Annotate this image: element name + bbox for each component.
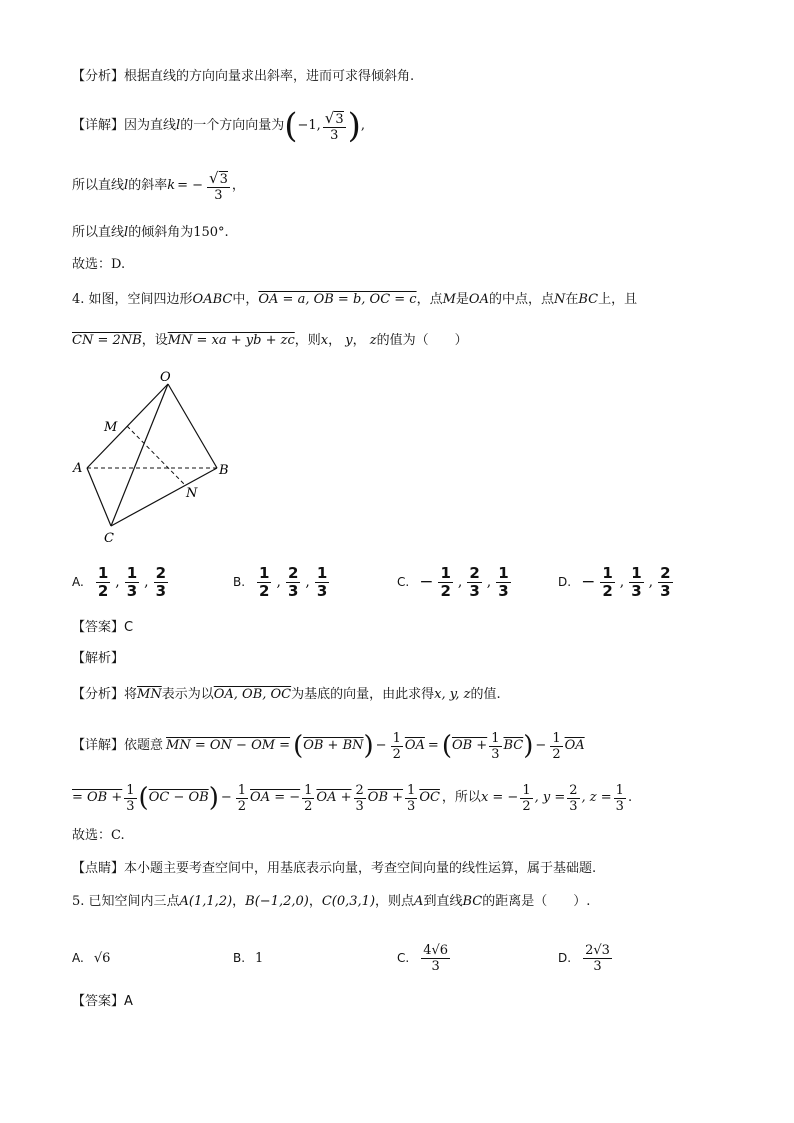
numerator: 1 xyxy=(491,730,500,746)
numerator: 2 xyxy=(469,563,480,582)
numerator: 2 xyxy=(287,563,299,582)
choice-label: A. xyxy=(72,951,84,965)
quad-name: OABC xyxy=(192,292,233,307)
angle-value: 150° xyxy=(193,225,225,240)
label-C: C xyxy=(104,531,114,544)
select-q4: 故选：C. xyxy=(72,828,125,843)
vector-OA: OA + xyxy=(316,790,352,805)
denominator: 2 xyxy=(440,581,451,600)
fraction xyxy=(467,563,481,600)
section-tag: 【解析】 xyxy=(72,651,125,666)
denominator: 2 xyxy=(522,798,531,814)
section-tag: 【答案】 xyxy=(72,620,125,635)
var-y: y xyxy=(345,333,353,348)
vector-MN: $\overline{MN}$ xyxy=(137,687,162,702)
detail-q4-line2 xyxy=(72,776,632,820)
fraction xyxy=(302,784,314,813)
numerator: 1 xyxy=(316,563,328,582)
answer-q5 xyxy=(72,993,133,1011)
paren: ) xyxy=(208,783,219,813)
z-expr: , z = xyxy=(581,790,612,805)
choice-label: D. xyxy=(558,575,572,589)
text: 的斜率 xyxy=(128,178,168,193)
denominator: 2 xyxy=(392,746,401,762)
text: 5. 已知空间内三点 xyxy=(72,894,180,909)
fraction xyxy=(629,563,643,600)
denominator: 3 xyxy=(126,581,138,600)
paren: ( xyxy=(293,731,304,761)
section-tag: 【分析】 xyxy=(72,687,125,702)
choice5-a[interactable] xyxy=(72,938,110,978)
line-label: BC xyxy=(462,894,483,909)
equation: = OB + xyxy=(72,790,123,805)
vector-component: −1, xyxy=(297,118,321,133)
label-B: B xyxy=(219,463,229,478)
text: ， xyxy=(232,894,246,909)
answer-value: C xyxy=(124,620,134,635)
fraction xyxy=(583,944,612,973)
denominator: 3 xyxy=(569,798,578,814)
denominator: 3 xyxy=(491,746,500,762)
point-B: B(−1,2,0) xyxy=(245,894,309,909)
choice-label: C. xyxy=(397,575,410,589)
denominator: 2 xyxy=(602,581,613,600)
section-tag: 【详解】 xyxy=(72,738,125,753)
edge-CB xyxy=(111,468,217,526)
numerator: 1 xyxy=(392,730,401,746)
label-O: O xyxy=(160,370,171,385)
fraction xyxy=(405,784,417,813)
equals: = xyxy=(427,738,439,753)
minus-sign: − xyxy=(581,572,596,592)
numerator: 2 xyxy=(155,563,167,582)
fraction xyxy=(286,563,300,600)
fraction: $\frac{√3}{3}$ xyxy=(209,168,228,203)
denominator: 3 xyxy=(431,958,440,974)
text: ， xyxy=(308,894,322,909)
numerator: 1 xyxy=(552,730,561,746)
text: 4. 如图，空间四边形 xyxy=(72,292,193,307)
segment-label: OA xyxy=(468,292,489,307)
paren: ) xyxy=(363,731,374,761)
text: . xyxy=(627,790,633,805)
numerator: 2√3 xyxy=(585,942,610,958)
analysis-q4 xyxy=(72,686,501,704)
numerator: 3 xyxy=(219,171,228,187)
denominator: 3 xyxy=(355,798,364,814)
numerator: 1 xyxy=(631,563,642,582)
denominator: 2 xyxy=(259,581,270,600)
edge-OC xyxy=(111,384,168,526)
point-label: N xyxy=(553,292,566,307)
choice5-b[interactable] xyxy=(233,938,263,978)
vector-OB: OB + xyxy=(451,738,488,753)
paren: ( xyxy=(284,106,298,146)
text: 中， xyxy=(232,292,259,307)
denominator: 3 xyxy=(155,581,167,600)
denominator: 3 xyxy=(660,581,671,600)
text: 的距离是（ ）. xyxy=(482,894,591,909)
choice-value: 1 xyxy=(255,950,264,966)
denominator: 2 xyxy=(237,798,247,814)
analysis-line xyxy=(72,68,414,86)
paren: ( xyxy=(441,731,452,761)
text: ， xyxy=(231,178,245,193)
minus-sign: − xyxy=(419,572,434,592)
numerator: 2 xyxy=(569,782,578,798)
var-k: k xyxy=(167,178,176,193)
angle-line xyxy=(72,224,229,242)
point-A: A(1,1,2) xyxy=(179,894,233,909)
numerator: 3 xyxy=(335,111,344,127)
text: 所以直线 xyxy=(72,225,125,240)
var-l: l xyxy=(124,178,129,193)
vector-defs: OA = a, OB = b, OC = c xyxy=(258,292,417,307)
fraction xyxy=(391,732,403,761)
numerator: 1 xyxy=(498,563,509,582)
edge-OB xyxy=(168,384,217,468)
vector-diff: OC − OB xyxy=(148,790,209,805)
vector-OA: OA = − xyxy=(250,790,301,805)
numerator: 1 xyxy=(97,563,109,582)
numerator: 1 xyxy=(440,563,451,582)
numerator: 2 xyxy=(660,563,671,582)
section-tag: 【分析】 xyxy=(72,69,125,84)
basis-vectors: OA, OB, OC xyxy=(213,687,292,702)
denominator: 3 xyxy=(287,581,299,600)
question-4-line1 xyxy=(72,291,637,309)
tetrahedron-figure xyxy=(70,364,240,544)
choice-label: B. xyxy=(233,951,246,965)
choice-b[interactable]: B. $\frac{1}{2}$ , $\frac{2}{3}$ , $\frac{1}{3}$ xyxy=(233,563,328,600)
detail-q4-line1 xyxy=(72,726,585,766)
text: ，设 xyxy=(141,333,168,348)
choice-label: A. xyxy=(72,575,84,589)
choice-value: √6 xyxy=(93,950,111,966)
text: 表示为以 xyxy=(161,687,214,702)
text: 上，且 xyxy=(598,292,638,307)
text: ，则 xyxy=(294,333,321,348)
fraction xyxy=(125,563,139,600)
vector-OA: $\overline{OA}$ xyxy=(404,738,425,753)
y-expr: , y = xyxy=(534,790,566,805)
choices-q4 xyxy=(72,560,712,604)
analysis-text: 根据直线的方向向量求出斜率，进而可求得倾斜角. xyxy=(124,69,415,84)
text: 的倾斜角为 xyxy=(128,225,194,240)
label-A: A xyxy=(73,461,83,476)
section-tag: 【点睛】 xyxy=(72,861,125,876)
text: 的中点，点 xyxy=(488,292,554,307)
text: = − xyxy=(177,178,204,193)
paren: ) xyxy=(523,731,534,761)
denominator: 2 xyxy=(552,746,561,762)
text: 依题意 xyxy=(124,738,164,753)
text: 的值. xyxy=(470,687,501,702)
answer-value: A xyxy=(124,994,133,1009)
denominator: 3 xyxy=(498,581,509,600)
choice-label: C. xyxy=(397,951,410,965)
numerator: 4√6 xyxy=(423,942,449,958)
fraction xyxy=(550,732,562,761)
fraction xyxy=(421,944,450,973)
denominator: 3 xyxy=(469,581,480,600)
numerator: 1 xyxy=(126,563,138,582)
section-tag: 【答案】 xyxy=(72,994,125,1009)
var-l: l xyxy=(176,118,181,133)
slope-line xyxy=(72,166,245,206)
point-label: M xyxy=(442,292,456,307)
denominator: 2 xyxy=(97,581,109,600)
question-5 xyxy=(72,893,590,911)
numerator: 1 xyxy=(407,782,416,798)
denominator: 3 xyxy=(615,798,624,814)
numerator: 1 xyxy=(615,782,624,798)
minus: − xyxy=(220,790,232,805)
vector-OA: $\overline{OA}$ xyxy=(564,738,585,753)
fraction xyxy=(496,563,510,600)
text: 本小题主要考查空间中，用基底表示向量，考查空间向量的线性运算，属于基础题. xyxy=(124,861,597,876)
text: 所以直线 xyxy=(72,178,125,193)
choice5-c[interactable] xyxy=(397,938,452,978)
text: 的一个方向向量为 xyxy=(180,118,285,133)
fraction xyxy=(658,563,672,600)
fraction xyxy=(489,732,501,761)
text: 因为直线 xyxy=(124,118,177,133)
fraction xyxy=(520,784,532,813)
text: 为基底的向量，由此求得 xyxy=(291,687,435,702)
choice-label: B. xyxy=(233,575,246,589)
numerator: 1 xyxy=(304,782,313,798)
text: 将 xyxy=(124,687,138,702)
text: ，则点 xyxy=(375,894,415,909)
text: , xyxy=(360,118,366,133)
denominator: 3 xyxy=(593,958,602,974)
var-l: l xyxy=(124,225,129,240)
text: 在 xyxy=(565,292,579,307)
denominator: 3 xyxy=(214,187,223,203)
fraction xyxy=(600,563,614,600)
choice5-d[interactable] xyxy=(558,938,614,978)
fraction xyxy=(96,563,110,600)
numerator: 1 xyxy=(259,563,270,582)
denominator: 3 xyxy=(316,581,328,600)
fraction xyxy=(154,563,168,600)
numerator: 2 xyxy=(355,782,364,798)
fraction xyxy=(236,784,248,813)
label-N: N xyxy=(186,486,198,501)
numerator: 1 xyxy=(602,563,613,582)
denominator: 3 xyxy=(631,581,642,600)
section-tag: 【详解】 xyxy=(72,118,125,133)
text: 的值为（ ） xyxy=(376,333,468,348)
text: . xyxy=(224,225,229,240)
minus: − xyxy=(535,738,547,753)
vector-sum: OB + BN xyxy=(303,738,364,753)
text: 到直线 xyxy=(423,894,463,909)
var-x: x xyxy=(320,333,329,348)
fraction xyxy=(124,784,136,813)
point-label: A xyxy=(414,894,424,909)
vector-relation: CN = 2NB xyxy=(72,333,142,348)
dianjing-q4 xyxy=(72,860,596,878)
paren: ( xyxy=(138,783,149,813)
jiexi-q4 xyxy=(72,650,124,668)
denominator: 3 xyxy=(330,127,339,143)
minus: − xyxy=(375,738,387,753)
numerator: 1 xyxy=(126,782,135,798)
text: ，所以 xyxy=(441,790,481,805)
choice-c[interactable]: C. − $\frac{1}{2}$ , $\frac{2}{3}$ , $\frac{1}{3}$ xyxy=(397,563,509,600)
equation: MN = ON − OM = xyxy=(166,738,291,753)
text: ，点 xyxy=(416,292,443,307)
denominator: 3 xyxy=(407,798,416,814)
vector-OB: OB + xyxy=(367,790,404,805)
fraction xyxy=(315,563,329,600)
numerator: 1 xyxy=(237,782,247,798)
numerator: 1 xyxy=(522,782,531,798)
fraction xyxy=(438,563,452,600)
segment-MN xyxy=(127,426,185,485)
choice-a[interactable]: A. $\frac{1}{2}$ , $\frac{1}{3}$ , $\frac{2}{3}$ xyxy=(72,563,167,600)
choice-d[interactable]: D. − $\frac{1}{2}$ , $\frac{1}{3}$ , $\frac{2}{3}$ xyxy=(558,563,671,600)
fraction xyxy=(567,784,579,813)
fraction xyxy=(614,784,626,813)
detail-line xyxy=(72,106,365,146)
select-line: 故选：D. xyxy=(72,257,126,272)
vector-OC: $\overline{OC}$ xyxy=(419,790,440,805)
point-C: C(0,3,1) xyxy=(321,894,376,909)
fraction xyxy=(354,784,366,813)
segment-label: BC xyxy=(578,292,599,307)
var-z: z xyxy=(369,333,377,348)
choice-label: D. xyxy=(558,951,572,965)
vector-BC: $\overline{BC}$ xyxy=(503,738,524,753)
label-M: M xyxy=(104,420,118,435)
vector-relation: MN = xa + yb + zc xyxy=(167,333,295,348)
fraction xyxy=(257,563,271,600)
x-expr: x = − xyxy=(480,790,519,805)
question-4-line2: CN = 2NB，设MN = xa + yb + zc，则x， y， z的值为（ ） xyxy=(72,333,468,348)
vars-xyz: x, y, z xyxy=(434,687,471,702)
denominator: 3 xyxy=(126,798,135,814)
answer-q4 xyxy=(72,619,133,637)
denominator: 2 xyxy=(304,798,313,814)
text: 是 xyxy=(455,292,469,307)
fraction: $\frac{√3}{3}$ xyxy=(324,108,344,143)
paren: ) xyxy=(347,106,361,146)
edge-AC xyxy=(87,468,111,526)
